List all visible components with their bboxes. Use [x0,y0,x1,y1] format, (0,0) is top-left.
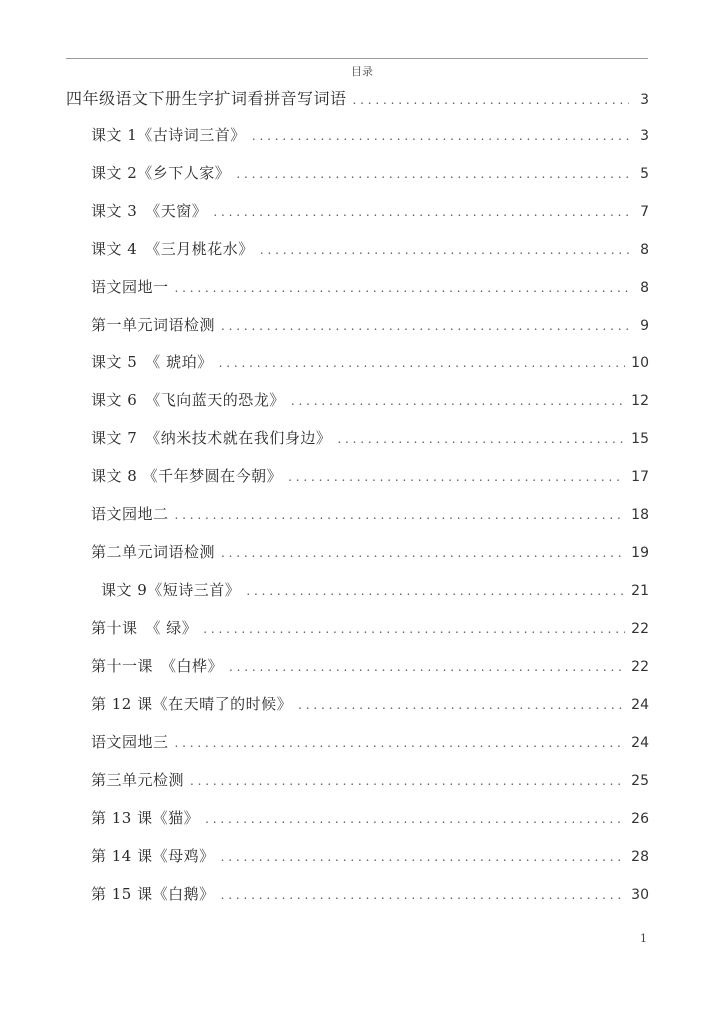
toc-entry-title: 第 12 课《在天晴了的时候》 [91,695,293,713]
toc-entry-title: 第二单元词语检测 [91,543,216,561]
toc-entry-page: 7 [640,204,649,220]
toc-entry[interactable] [91,882,649,906]
toc-leader-dots [337,427,625,451]
toc-entry-title: 第一单元词语检测 [91,316,216,334]
toc-entry-page: 22 [631,659,649,675]
toc-entry-page: 8 [640,242,649,258]
toc-entry-page: 3 [640,128,649,144]
toc-leader-dots [260,238,629,262]
page-title: 目录 [351,65,373,78]
toc-entry[interactable] [91,237,649,261]
toc-entry[interactable] [91,692,649,716]
toc-entry[interactable] [91,161,649,185]
toc-leader-dots [175,276,629,300]
toc-entry-page: 28 [631,849,649,865]
toc-leader-dots [221,314,629,338]
toc-entry-title: 课文 4 《三月桃花水》 [91,240,254,258]
toc-leader-dots [213,200,629,224]
toc-leader-dots [236,162,629,186]
toc-leader-dots [288,465,625,489]
header-rule [66,58,648,59]
toc-entry-title: 课文 5 《 琥珀》 [91,353,213,371]
toc-leader-dots [190,769,625,793]
toc-entry-title: 课文 7 《纳米技术就在我们身边》 [91,429,332,447]
toc-entry-title: 语文园地一 [91,278,169,296]
toc-leader-dots [221,541,625,565]
toc-entry[interactable] [91,768,649,792]
toc-entry-title: 课文 6 《飞向蓝天的恐龙》 [91,391,285,409]
toc-entry[interactable] [91,540,649,564]
toc-entry[interactable] [91,464,649,488]
toc-entry-title: 第 13 课《猫》 [91,809,200,827]
toc-leader-dots [229,655,625,679]
toc-entry-title: 课文 1《古诗词三首》 [91,126,246,144]
toc-entry-page: 8 [640,280,649,296]
toc-entry-title: 课文 8 《千年梦圆在今朝》 [91,467,283,485]
toc-entry-title: 第十一课 《白桦》 [91,657,224,675]
toc-entry-page: 24 [631,735,649,751]
toc-leader-dots [175,503,626,527]
toc-entry[interactable] [91,502,649,526]
toc-entry[interactable] [91,275,649,299]
toc-entry-page: 9 [640,318,649,334]
toc-entry-title: 课文 3 《天窗》 [91,202,208,220]
toc-leader-dots [252,124,629,148]
toc-entry-page: 24 [631,697,649,713]
page-number: 1 [640,932,647,945]
toc-entry[interactable] [91,730,649,754]
toc-entry-page: 17 [631,469,649,485]
toc-leader-dots [353,88,629,112]
toc-entry-page: 26 [631,811,649,827]
toc-leader-dots [298,693,625,717]
toc-leader-dots [175,731,626,755]
toc-entry[interactable] [91,654,649,678]
toc-entry-title: 语文园地三 [91,733,169,751]
toc-entry[interactable] [91,616,649,640]
toc-entry[interactable] [91,426,649,450]
toc-entry[interactable] [91,123,649,147]
toc-entry[interactable] [91,350,649,374]
toc-entry-title: 第十课 《 绿》 [91,619,198,637]
toc-leader-dots [246,579,625,603]
toc-entry-page: 22 [631,621,649,637]
toc-entry[interactable] [66,87,649,111]
toc-leader-dots [203,617,625,641]
toc-entry-title: 第 15 课《白鹅》 [91,885,215,903]
toc-entry[interactable] [91,199,649,223]
toc-entry-title: 课文 2《乡下人家》 [91,164,231,182]
toc-leader-dots [221,883,626,907]
toc-leader-dots [219,351,626,375]
toc-entry-page: 19 [631,545,649,561]
toc-leader-dots [205,807,625,831]
toc-entry-title: 第三单元检测 [91,771,185,789]
toc-leader-dots [291,389,625,413]
toc-entry-page: 12 [631,393,649,409]
toc-entry[interactable] [91,844,649,868]
toc-entry[interactable] [91,806,649,830]
toc-entry-page: 15 [631,431,649,447]
toc-entry-title: 第 14 课《母鸡》 [91,847,215,865]
toc-entry[interactable] [91,388,649,412]
toc-leader-dots [221,845,626,869]
toc-entry-page: 5 [640,166,649,182]
toc-entry-page: 30 [631,887,649,903]
toc-entry-page: 21 [631,583,649,599]
toc-entry-title: 语文园地二 [91,505,169,523]
toc-entry[interactable] [101,578,649,602]
toc-entry-title: 四年级语文下册生字扩词看拼音写词语 [66,89,347,108]
toc-entry-page: 18 [631,507,649,523]
toc-entry-page: 3 [640,92,649,108]
toc-entry-page: 25 [631,773,649,789]
toc-entry[interactable] [91,313,649,337]
toc-entry-title: 课文 9《短诗三首》 [101,581,241,599]
toc-entry-page: 10 [631,355,649,371]
